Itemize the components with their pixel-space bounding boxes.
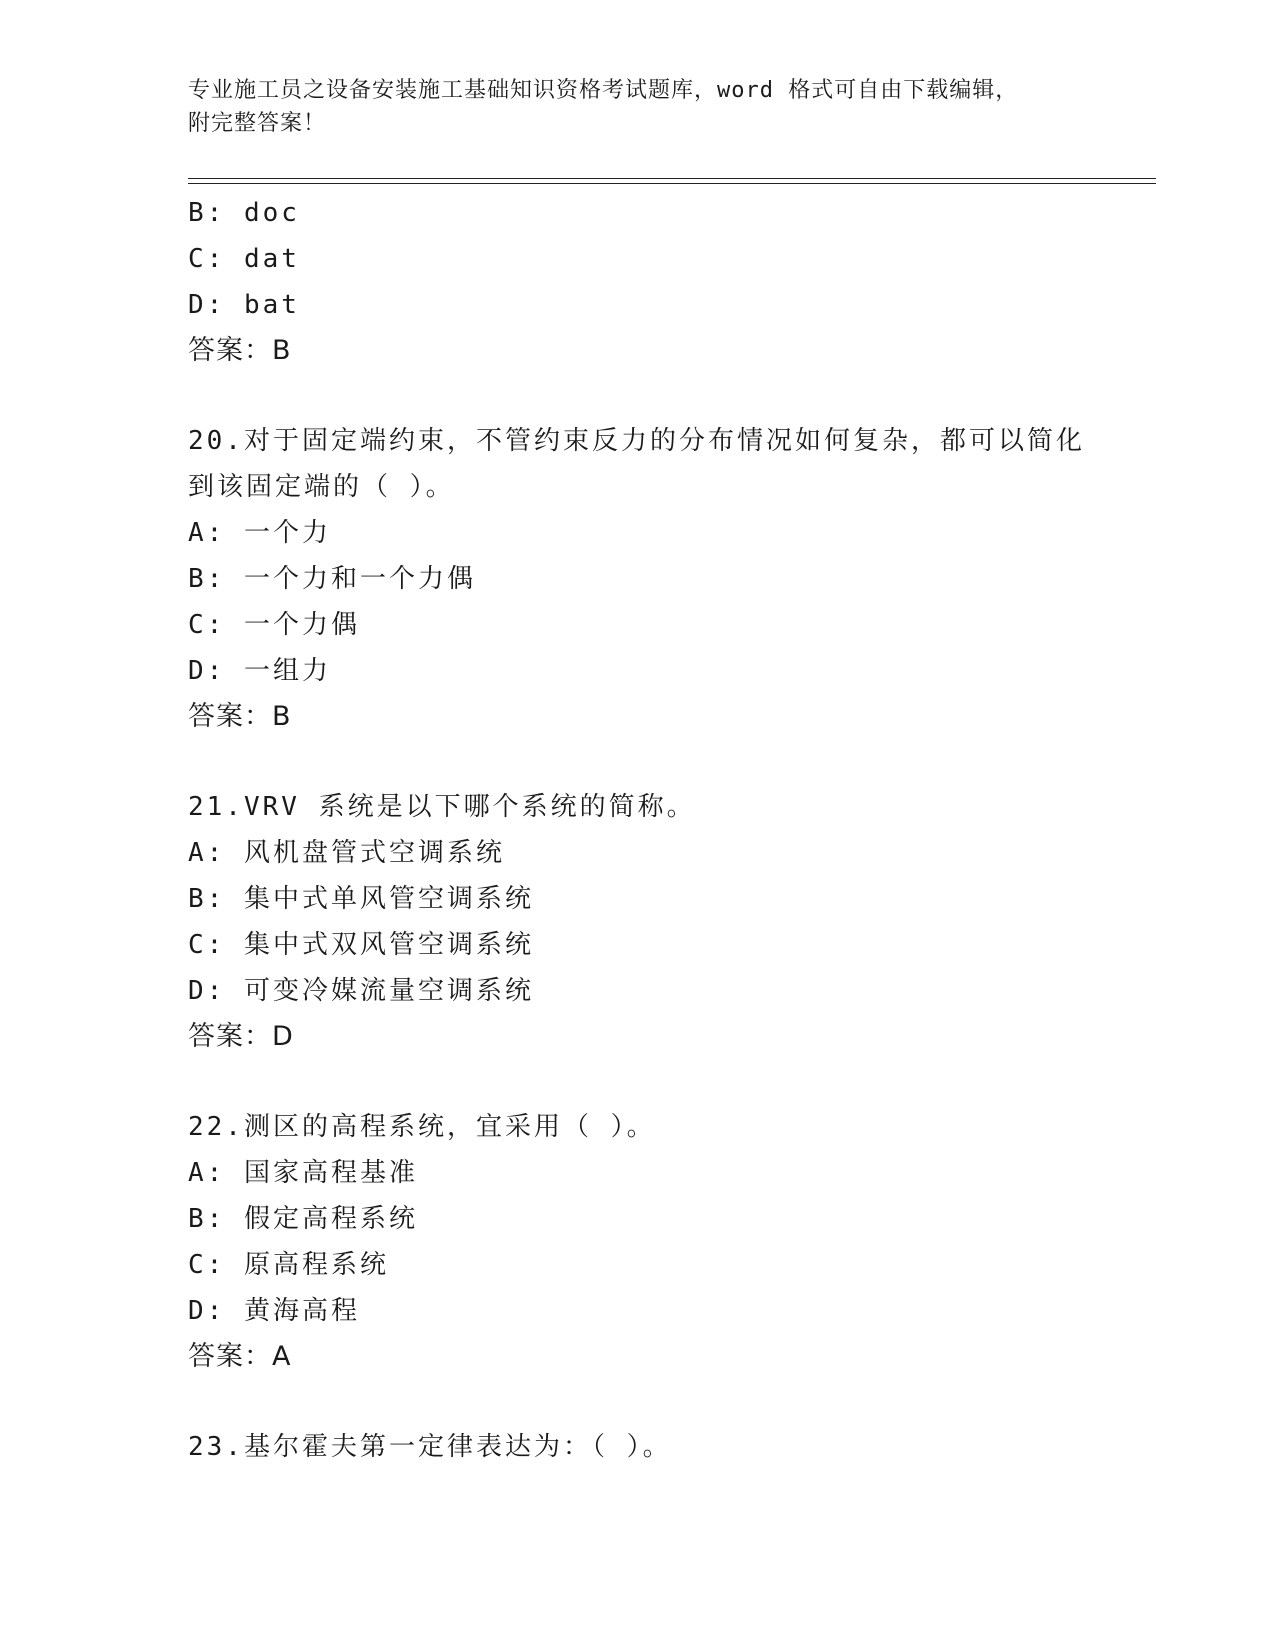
option-a: A: 国家高程基准 xyxy=(188,1158,418,1188)
option-d: D: bat xyxy=(188,290,300,320)
question-stem: 20.对于固定端约束，不管约束反力的分布情况如何复杂，都可以简化 xyxy=(188,426,1085,456)
question-list xyxy=(188,190,1148,1470)
option-b: B: 一个力和一个力偶 xyxy=(188,564,476,594)
document-header xyxy=(188,74,1088,140)
answer: 答案：B xyxy=(188,701,292,732)
header-line-1: 专业施工员之设备安装施工基础知识资格考试题库，word 格式可自由下载编辑， xyxy=(188,78,1019,103)
question-stem: 21.VRV 系统是以下哪个系统的简称。 xyxy=(188,792,696,822)
option-c: C: 原高程系统 xyxy=(188,1250,389,1280)
question-22 xyxy=(188,1104,1148,1380)
answer: 答案：A xyxy=(188,1341,292,1372)
option-a: A: 风机盘管式空调系统 xyxy=(188,838,505,868)
answer: 答案：D xyxy=(188,1021,294,1052)
question-23 xyxy=(188,1424,1148,1470)
question-stem-continued: 到该固定端的（ ）。 xyxy=(188,472,455,502)
question-stem: 23.基尔霍夫第一定律表达为：（ ）。 xyxy=(188,1432,672,1462)
option-d: D: 一组力 xyxy=(188,656,331,686)
option-c: C: 集中式双风管空调系统 xyxy=(188,930,534,960)
option-a: A: 一个力 xyxy=(188,518,331,548)
option-b: B: 集中式单风管空调系统 xyxy=(188,884,534,914)
option-c: C: 一个力偶 xyxy=(188,610,360,640)
header-line-2: 附完整答案！ xyxy=(188,111,327,136)
option-d: D: 黄海高程 xyxy=(188,1296,360,1326)
answer: 答案：B xyxy=(188,335,292,366)
question-21 xyxy=(188,784,1148,1060)
question-19-tail xyxy=(188,190,1148,374)
question-20 xyxy=(188,418,1148,740)
option-b: B: 假定高程系统 xyxy=(188,1204,418,1234)
option-b: B: doc xyxy=(188,198,300,228)
option-c: C: dat xyxy=(188,244,300,274)
header-rule-bottom xyxy=(188,183,1156,184)
question-stem: 22.测区的高程系统，宜采用（ ）。 xyxy=(188,1112,656,1142)
option-d: D: 可变冷媒流量空调系统 xyxy=(188,976,534,1006)
header-rule-top xyxy=(188,178,1156,179)
